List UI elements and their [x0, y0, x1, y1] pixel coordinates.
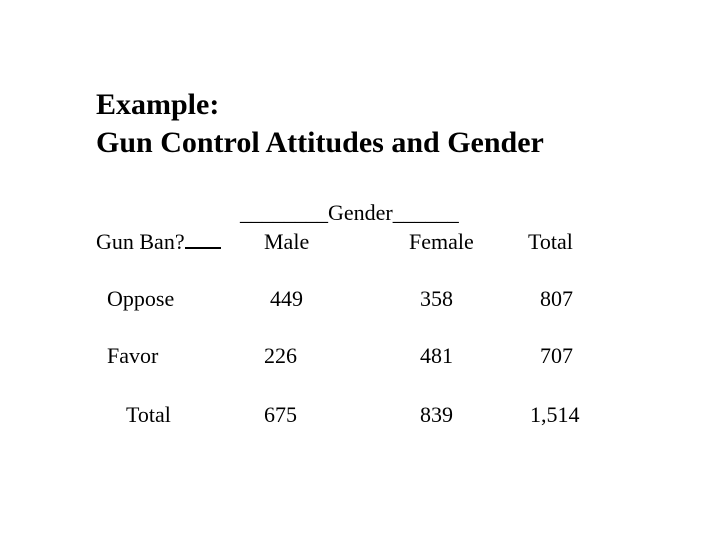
column-header-total: Total	[528, 229, 573, 254]
gender-group-header: ________Gender______	[240, 200, 459, 225]
column-header-male: Male	[264, 229, 310, 254]
row-header-gun-ban: Gun Ban?	[96, 229, 221, 255]
cell-total-female: 839	[420, 402, 453, 427]
row-label-favor: Favor	[107, 343, 159, 368]
cell-favor-total: 707	[540, 343, 573, 368]
title-line-1: Example:	[96, 88, 220, 121]
cell-favor-female: 481	[420, 343, 453, 368]
cell-oppose-male: 449	[270, 286, 303, 311]
cell-total-male: 675	[264, 402, 297, 427]
title-line-2: Gun Control Attitudes and Gender	[96, 126, 544, 159]
cell-oppose-total: 807	[540, 286, 573, 311]
column-header-female: Female	[409, 229, 474, 254]
cell-oppose-female: 358	[420, 286, 453, 311]
cell-favor-male: 226	[264, 343, 297, 368]
cell-total-total: 1,514	[530, 402, 580, 427]
slide-title	[96, 86, 544, 162]
row-header-underline	[185, 229, 221, 249]
row-label-total: Total	[126, 402, 171, 427]
row-label-oppose: Oppose	[107, 286, 175, 311]
